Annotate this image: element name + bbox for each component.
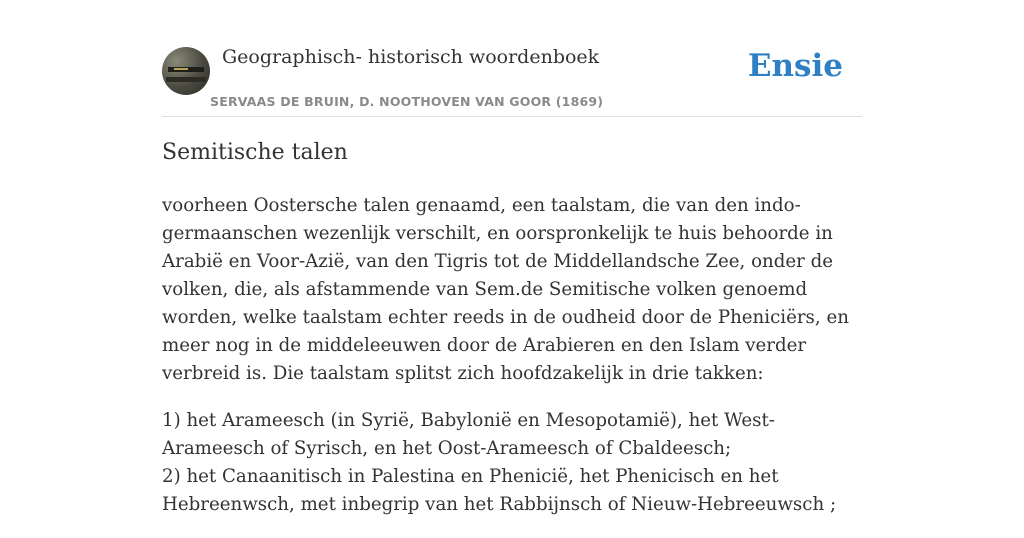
book-gilt-shape (174, 68, 188, 70)
book-authors: SERVAAS DE BRUIN, D. NOOTHOVEN VAN GOOR (1869) (210, 94, 604, 109)
entry-body (162, 192, 862, 538)
book-cover-avatar[interactable] (162, 47, 210, 95)
entry-list (162, 407, 862, 519)
header (162, 0, 862, 117)
list-item: 1) het Arameesch (in Syrië, Babylonië en Mesopotamië), het West-Arameesch of Syrisch, en het Oost-Arameesch of Cbaldeesch; (162, 410, 775, 459)
list-item: 2) het Canaanitisch in Palestina en Phenicië, het Phenicisch en het Hebreenwsch, met inbegrip van het Rabbijnsch of Nieuw-Hebreeuwsch ; (162, 466, 837, 515)
entry-title: Semitische talen (162, 140, 348, 165)
ensie-logo[interactable]: Ensie (747, 48, 843, 84)
book-spine-shape (166, 77, 206, 82)
book-title[interactable]: Geographisch- historisch woordenboek (222, 46, 600, 68)
page (162, 0, 862, 515)
entry-paragraph: voorheen Oostersche talen genaamd, een taalstam, die van den indo-germaanschen wezenlijk verschilt, en oorspronkelijk te huis behoorde in Arabië en Voor-Azië, van den Tigris tot de Middellandsche Zee, onder de volken, die, als afstammende van Sem.de Semitische volken genoemd worden, welke taalstam echter reeds in de oudheid door de Pheniciërs, en meer nog in de middeleeuwen door de Arabieren en den Islam verder verbreid is. Die taalstam splitst zich hoofdzakelijk in drie takken: (162, 195, 849, 384)
